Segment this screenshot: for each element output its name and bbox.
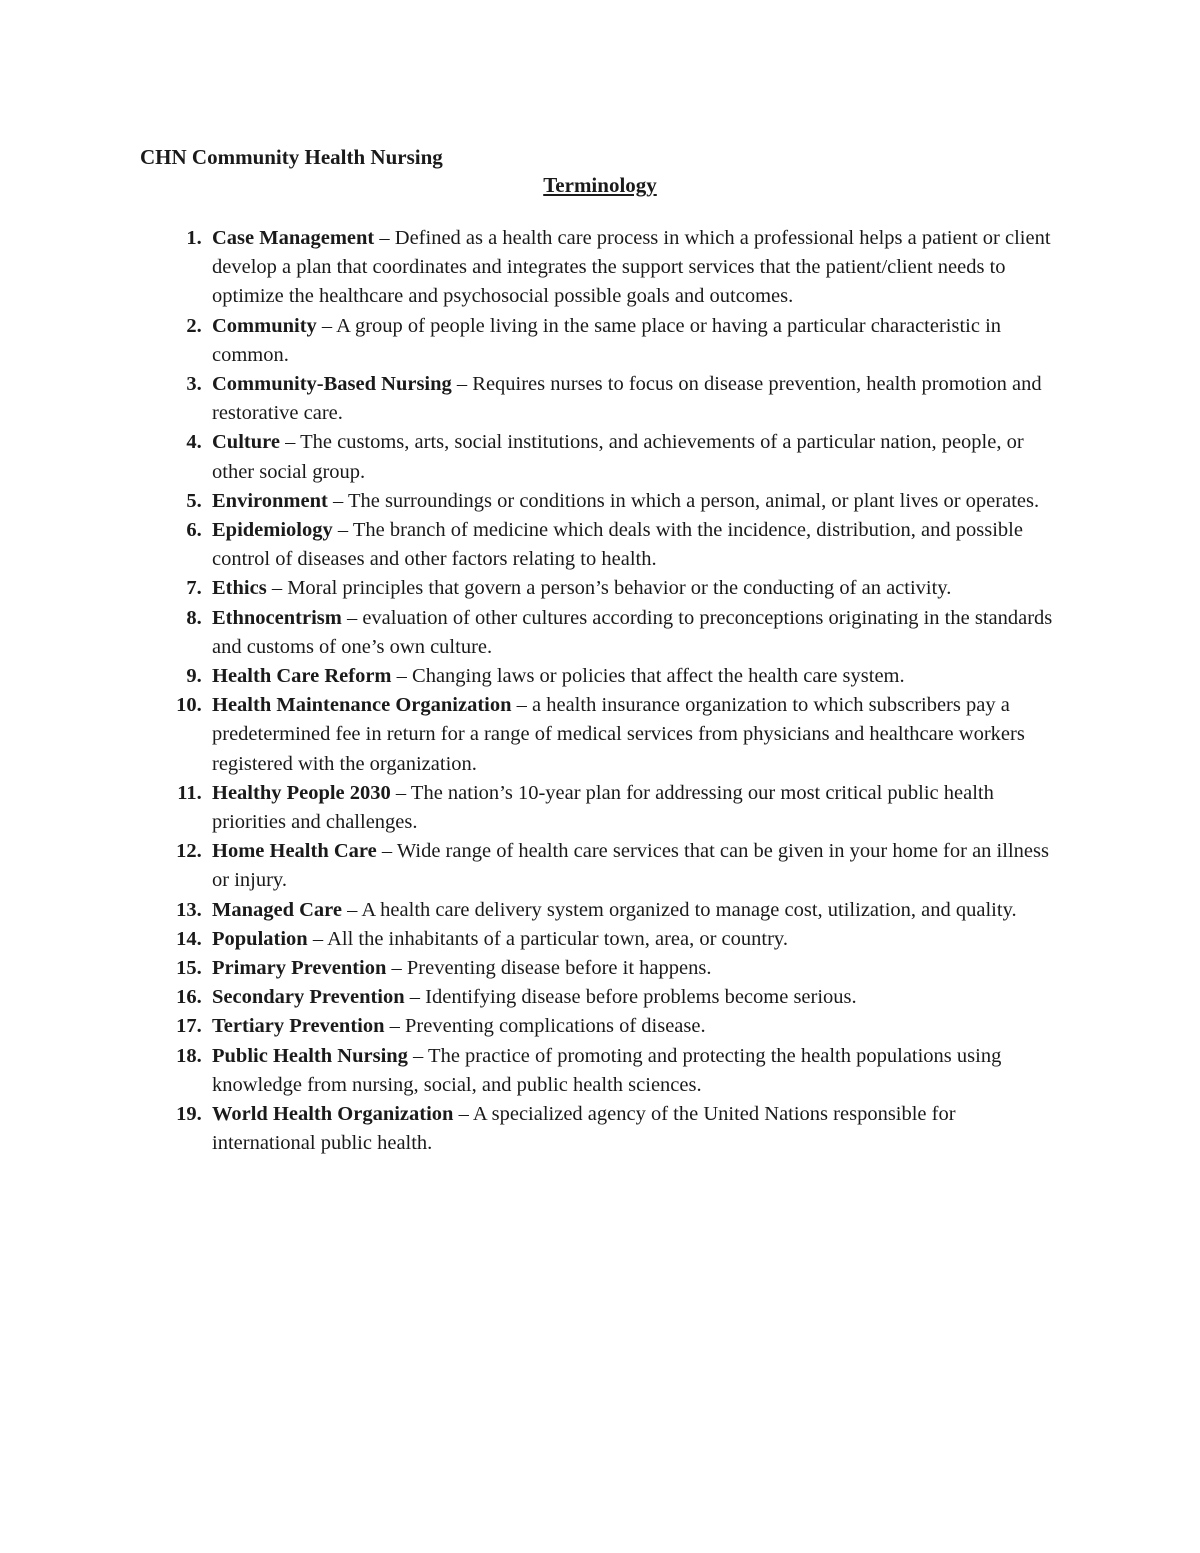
term-number: 16. [176,986,212,1009]
term-body [212,370,1060,428]
term-definition: – The surroundings or conditions in which a person, animal, or plant lives or operates. [327,489,1040,512]
term-body [212,604,1060,662]
term-name: Public Health Nursing [212,1044,408,1067]
term-number: 17. [176,1015,212,1038]
term-definition: – Wide range of health care services that can be given in your home for an illness or injury. [212,840,1049,892]
term-number: 3. [186,373,212,396]
term-name: Population [212,927,308,950]
term-number: 2. [186,314,212,337]
term-body [212,574,1060,603]
term-body [212,1100,1060,1158]
term-item [140,1100,1060,1158]
term-name: Managed Care [212,898,343,921]
term-name: Culture [212,431,280,454]
term-item [140,428,1060,486]
term-item [140,224,1060,312]
term-number: 8. [186,606,212,629]
term-body [212,954,1060,983]
terminology-list [140,224,1060,1159]
term-item [140,1012,1060,1041]
term-definition: – A health care delivery system organized to manage cost, utilization, and quality. [342,898,1017,921]
term-item [140,896,1060,925]
term-name: Environment [212,489,328,512]
term-name: Ethics [212,577,267,600]
term-item [140,312,1060,370]
term-name: World Health Organization [212,1103,454,1126]
term-body [212,779,1060,837]
term-name: Epidemiology [212,519,333,542]
term-number: 4. [186,431,212,454]
term-body [212,896,1060,925]
term-body [212,925,1060,954]
term-number: 7. [186,577,212,600]
term-body [212,428,1060,486]
term-definition: – A group of people living in the same place or having a particular characteristic in common. [212,314,1002,366]
term-number: 18. [176,1044,212,1067]
term-number: 9. [186,665,212,688]
term-number: 5. [186,489,212,512]
term-body [212,662,1060,691]
term-name: Secondary Prevention [212,986,405,1009]
section-heading-wrapper [0,171,1200,200]
term-name: Community [212,314,317,337]
term-body [212,691,1060,779]
term-definition: – a health insurance organization to which subscribers pay a predetermined fee in return for a range of medical services from physicians and healthcare workers registered with the organization. [212,694,1025,775]
section-heading: Terminology [543,173,657,197]
term-definition: – Defined as a health care process in which a professional helps a patient or client develop a plan that coordinates and integrates the support services that the patient/client needs to optimize the healthcare and psychosocial possible goals and outcomes. [212,227,1051,308]
term-body [212,312,1060,370]
term-item [140,691,1060,779]
term-body [212,516,1060,574]
term-definition: – The practice of promoting and protecting the health populations using knowledge from nursing, social, and public health sciences. [212,1044,1002,1096]
term-number: 1. [186,227,212,249]
term-number: 6. [186,519,212,542]
term-definition: – Changing laws or policies that affect the health care system. [391,665,905,688]
term-name: Tertiary Prevention [212,1015,385,1038]
term-definition: – The branch of medicine which deals with the incidence, distribution, and possible control of diseases and other factors relating to health. [212,519,1023,571]
term-item [140,574,1060,603]
term-body [212,487,1060,516]
term-item [140,1042,1060,1100]
term-item [140,487,1060,516]
term-item [140,516,1060,574]
term-body [212,224,1060,312]
term-name: Community-Based Nursing [212,373,452,396]
term-number: 19. [176,1103,212,1126]
term-definition: – Preventing disease before it happens. [386,957,712,980]
term-item [140,925,1060,954]
term-definition: – A specialized agency of the United Nations responsible for international public health. [212,1103,956,1155]
term-name: Health Maintenance Organization [212,694,512,717]
term-name: Ethnocentrism [212,606,342,629]
term-body [212,1012,1060,1041]
term-definition: – Preventing complications of disease. [384,1015,706,1038]
term-definition: – Moral principles that govern a person’s behavior or the conducting of an activity. [266,577,952,600]
term-definition: – All the inhabitants of a particular town, area, or country. [307,927,788,950]
term-item [140,604,1060,662]
term-body [212,837,1060,895]
term-name: Home Health Care [212,840,377,863]
term-definition: – Identifying disease before problems become serious. [404,986,857,1009]
term-number: 15. [176,957,212,980]
term-body [212,1042,1060,1100]
term-name: Healthy People 2030 [212,781,391,804]
term-number: 12. [176,840,212,863]
term-item [140,837,1060,895]
term-definition: – The customs, arts, social institutions, and achievements of a particular nation, people, or other social group. [212,431,1024,483]
term-name: Primary Prevention [212,957,387,980]
term-number: 10. [176,694,212,717]
term-definition: – evaluation of other cultures according to preconceptions originating in the standards and customs of one’s own culture. [212,606,1053,658]
term-name: Health Care Reform [212,665,392,688]
term-item [140,779,1060,837]
term-item [140,954,1060,983]
term-definition: – The nation’s 10-year plan for addressing our most critical public health priorities and challenges. [212,781,994,834]
term-definition: – Requires nurses to focus on disease prevention, health promotion and restorative care. [212,373,1042,425]
term-number: 13. [176,898,212,921]
term-item [140,662,1060,691]
term-name: Case Management [212,227,375,249]
term-item [140,370,1060,428]
term-number: 14. [176,927,212,950]
term-number: 11. [177,781,212,804]
term-body [212,983,1060,1012]
term-item [140,983,1060,1012]
document-title: CHN Community Health Nursing [140,145,443,169]
